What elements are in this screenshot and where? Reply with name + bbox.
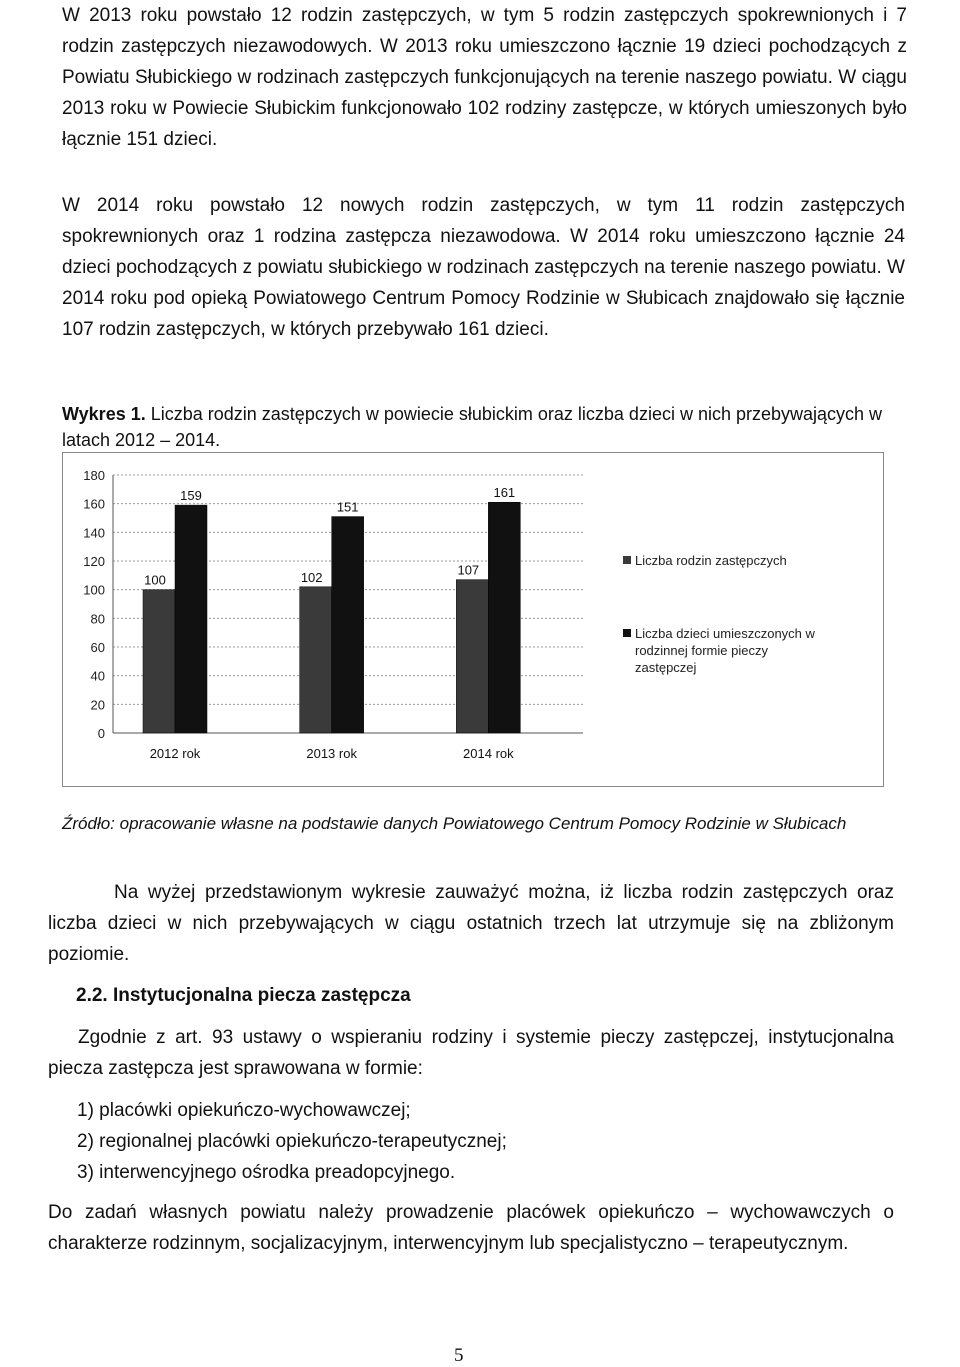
data-label: 159 xyxy=(180,488,202,504)
legend-swatch xyxy=(623,556,631,564)
x-tick-label: 2013 rok xyxy=(306,746,357,761)
bar xyxy=(143,590,175,733)
caption-text: Liczba rodzin zastępczych w powiecie słubickim oraz liczba dzieci w nich przebywających w latach 2012 – 2014. xyxy=(62,404,883,450)
chart-frame xyxy=(62,452,884,787)
article-text: Zgodnie z art. 93 ustawy o wspieraniu rodziny i systemie pieczy zastępczej, instytucjonalna piecza zastępcza jest sprawowana w formie: xyxy=(48,1027,894,1079)
data-label: 100 xyxy=(144,572,166,588)
bar xyxy=(488,502,520,733)
data-label: 151 xyxy=(336,499,359,515)
list-item: 3) interwencyjnego ośrodka preadopcyjnego. xyxy=(77,1162,456,1183)
data-label: 102 xyxy=(300,569,323,585)
paragraph-conclusion xyxy=(48,877,894,970)
legend-label xyxy=(635,626,816,675)
y-tick-label: 80 xyxy=(90,611,105,627)
y-tick-label: 100 xyxy=(83,582,105,598)
data-label: 107 xyxy=(457,562,480,578)
y-tick-label: 160 xyxy=(83,496,105,512)
forms-list xyxy=(77,1095,507,1188)
section-heading: 2.2. Instytucjonalna piecza zastępcza xyxy=(76,985,411,1006)
legend-label-line: zastępczej xyxy=(635,660,697,675)
y-tick-label: 20 xyxy=(90,697,105,713)
data-label: 161 xyxy=(493,485,516,501)
y-tick-label: 60 xyxy=(90,640,105,655)
legend-swatch xyxy=(623,629,631,637)
bar-chart xyxy=(63,453,883,786)
paragraph-2014: W 2014 roku powstało 12 nowych rodzin zastępczych, w tym 11 rodzin zastępczych spokrewnionych oraz 1 rodzina zastępcza niezawodowa. W 2014 roku umieszczono łącznie 24 dzieci pochodzących z powiatu słubickiego w rodzinach zastępczych na terenie naszego powiatu. W 2014 roku pod opieką Powiatowego Centrum Pomocy Rodzinie w Słubicach znajdowało się łącznie 107 rodzin zastępczych, w których przebywało 161 dzieci. xyxy=(62,195,905,340)
bar xyxy=(300,587,332,733)
y-tick-label: 140 xyxy=(83,525,105,541)
page-number: 5 xyxy=(454,1345,464,1366)
legend-label-line: Liczba dzieci umieszczonych w xyxy=(635,626,815,641)
legend-label xyxy=(635,553,787,568)
chart-source: Źródło: opracowanie własne na podstawie danych Powiatowego Centrum Pomocy Rodzinie w Słubicach xyxy=(62,814,847,833)
x-tick-label: 2014 rok xyxy=(463,746,514,761)
bar xyxy=(175,505,207,733)
paragraph-article xyxy=(48,1022,894,1084)
caption-label: Wykres 1. xyxy=(62,404,146,424)
list-item: 1) placówki opiekuńczo-wychowawczej; xyxy=(77,1100,411,1121)
conclusion-text: Na wyżej przedstawionym wykresie zauważyć można, iż liczba rodzin zastępczych oraz liczba dzieci w nich przebywających w ciągu ostatnich trzech lat utrzymuje się na zbliżonym poziomie. xyxy=(48,882,894,965)
legend-label-line: rodzinnej formie pieczy xyxy=(635,643,768,658)
y-tick-label: 40 xyxy=(90,668,105,684)
y-tick-label: 120 xyxy=(83,554,105,569)
bar xyxy=(332,517,364,733)
tasks-text: Do zadań własnych powiatu należy prowadzenie placówek opiekuńczo – wychowawczych o charakterze rodzinnym, socjalizacyjnym, interwencyjnym lub specjalistyczno – terapeutycznym. xyxy=(48,1202,894,1254)
paragraph-2013: W 2013 roku powstało 12 rodzin zastępczych, w tym 5 rodzin zastępczych spokrewnionych i 7 rodzin zastępczych niezawodowych. W 2013 roku umieszczono łącznie 19 dzieci pochodzących z Powiatu Słubickiego w rodzinach zastępczych funkcjonujących na terenie naszego powiatu. W ciągu 2013 roku w Powiecie Słubickim funkcjonowało 102 rodziny zastępcze, w których umieszonych było łącznie 151 dzieci. xyxy=(62,5,907,150)
paragraph-tasks xyxy=(48,1197,894,1259)
chart-caption xyxy=(62,401,905,453)
bar xyxy=(456,580,488,733)
legend-label-line: Liczba rodzin zastępczych xyxy=(635,553,787,568)
y-tick-label: 180 xyxy=(83,468,105,483)
y-tick-label: 0 xyxy=(97,726,105,741)
list-item: 2) regionalnej placówki opiekuńczo-terapeutycznej; xyxy=(77,1131,507,1152)
x-tick-label: 2012 rok xyxy=(149,746,201,761)
